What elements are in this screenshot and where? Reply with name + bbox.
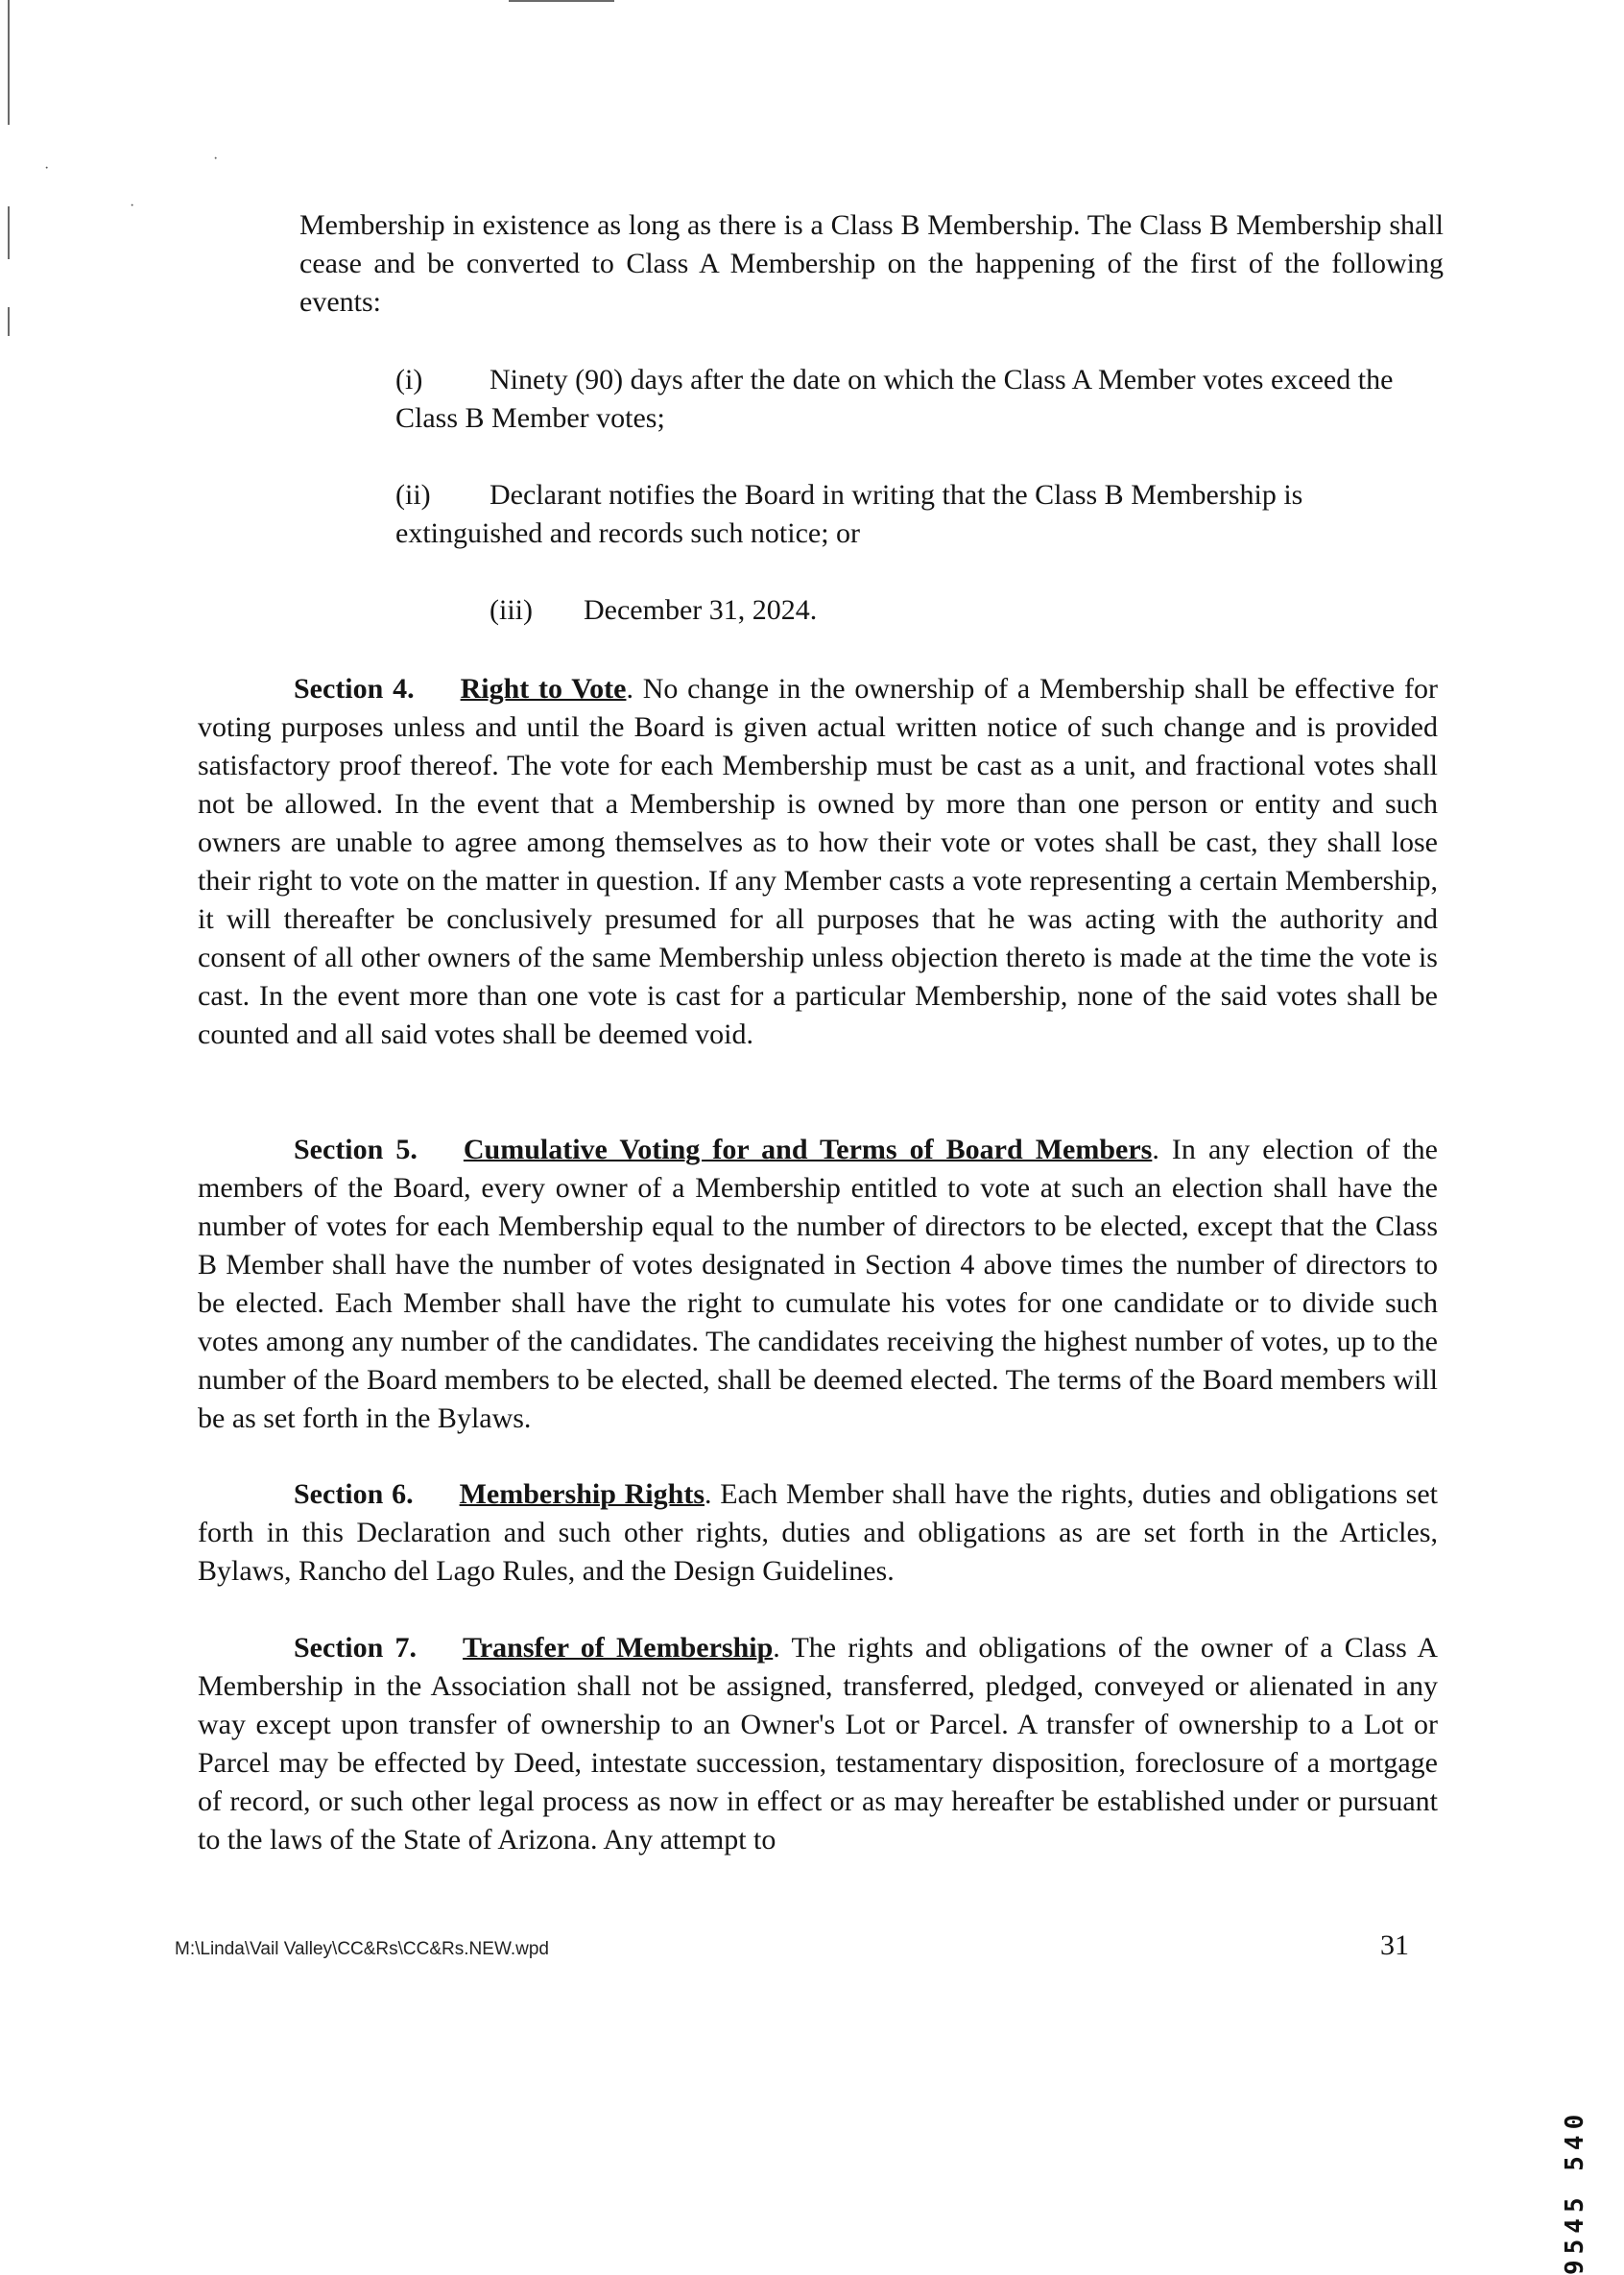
scan-artifact-line bbox=[8, 307, 10, 336]
event-item-iii bbox=[490, 591, 1353, 630]
event-number: (iii) bbox=[490, 594, 533, 626]
scan-artifact-line bbox=[8, 0, 10, 125]
scan-artifact-line bbox=[8, 206, 10, 259]
section-title: Membership Rights bbox=[459, 1478, 705, 1510]
page-number: 31 bbox=[1380, 1929, 1409, 1961]
event-text: Ninety (90) days after the date on which the Class A Member votes exceed the Class B Member votes; bbox=[395, 364, 1394, 434]
intro-paragraph: Membership in existence as long as there is a Class B Membership. The Class B Membership shall cease and be converted to Class A Membership on the happening of the first of the following events: bbox=[299, 209, 1444, 318]
recording-stamp-text: 9545 540 bbox=[1561, 2108, 1589, 2275]
scan-artifact-line bbox=[509, 0, 614, 2]
section-label: Section 6. bbox=[294, 1478, 414, 1510]
scan-speck: · bbox=[130, 198, 135, 214]
event-item-i bbox=[395, 361, 1444, 438]
footer-file-path: M:\Linda\Vail Valley\CC&Rs\CC&Rs.NEW.wpd bbox=[175, 1939, 549, 1959]
event-number: (i) bbox=[395, 364, 423, 395]
section-body: . In any election of the members of the Board, every owner of a Membership entitled to vote at such an election shall have the number of votes for each Membership equal to the number of directors to be elected, except that the Class B Member shall have the number of votes designated in Section 4 above times the number of directors to be elected. Each Member shall have the right to cumulate his votes for one candidate or to divide such votes among any number of the candidates. The candidates receiving the highest number of votes, up to the number of the Board members to be elected, shall be deemed elected. The terms of the Board members will be as set forth in the Bylaws. bbox=[198, 1134, 1438, 1434]
section-body: . The rights and obligations of the owner of a Class A Membership in the Association shall not be assigned, transferred, pledged, conveyed or alienated in any way except upon transfer of ownership to an Owner's Lot or Parcel. A transfer of ownership to a Lot or Parcel may be effected by Deed, intestate succession, testamentary disposition, foreclosure of a mortgage of record, or such other legal process as now in effect or as may hereafter be established under or pursuant to the laws of the State of Arizona. Any attempt to bbox=[198, 1632, 1439, 1856]
section-7 bbox=[198, 1629, 1438, 1859]
section-5 bbox=[198, 1131, 1438, 1438]
scan-speck: · bbox=[213, 151, 219, 167]
section-label: Section 7. bbox=[294, 1632, 418, 1664]
section-4 bbox=[198, 670, 1438, 1054]
section-body: . Each Member shall have the rights, duties and obligations set forth in this Declaration and such other rights, duties and obligations as are set forth in the Articles, Bylaws, Rancho del Lago Rules, and the Design Guidelines. bbox=[198, 1478, 1438, 1587]
section-6 bbox=[198, 1475, 1438, 1591]
section-body: . No change in the ownership of a Membership shall be effective for voting purposes unless and until the Board is given actual written notice of such change and is provided satisfactory proof thereof. The vote for each Membership must be cast as a unit, and fractional votes shall not be allowed. In the event that a Membership is owned by more than one person or entity and such owners are unable to agree among themselves as to how their vote or votes shall be cast, they shall lose their right to vote on the matter in question. If any Member casts a vote representing a certain Membership, it will thereafter be conclusively presumed for all purposes that he was acting with the authority and consent of all other owners of the same Membership unless objection thereto is made at the time the vote is cast. In the event more than one vote is cast for a particular Membership, none of the said votes shall be counted and all said votes shall be deemed void. bbox=[198, 673, 1438, 1050]
section-label: Section 5. bbox=[294, 1134, 418, 1165]
section-label: Section 4. bbox=[294, 673, 415, 705]
section-title: Transfer of Membership bbox=[463, 1632, 774, 1664]
section-title: Cumulative Voting for and Terms of Board Members bbox=[463, 1134, 1153, 1165]
event-text: December 31, 2024. bbox=[584, 594, 818, 626]
section-title: Right to Vote bbox=[460, 673, 627, 705]
event-number: (ii) bbox=[395, 479, 431, 511]
event-text: Declarant notifies the Board in writing that the Class B Membership is extinguished and records such notice; or bbox=[395, 479, 1303, 549]
recording-stamp bbox=[1561, 1526, 1599, 2275]
event-item-ii bbox=[395, 476, 1444, 553]
scan-speck: · bbox=[44, 160, 50, 177]
